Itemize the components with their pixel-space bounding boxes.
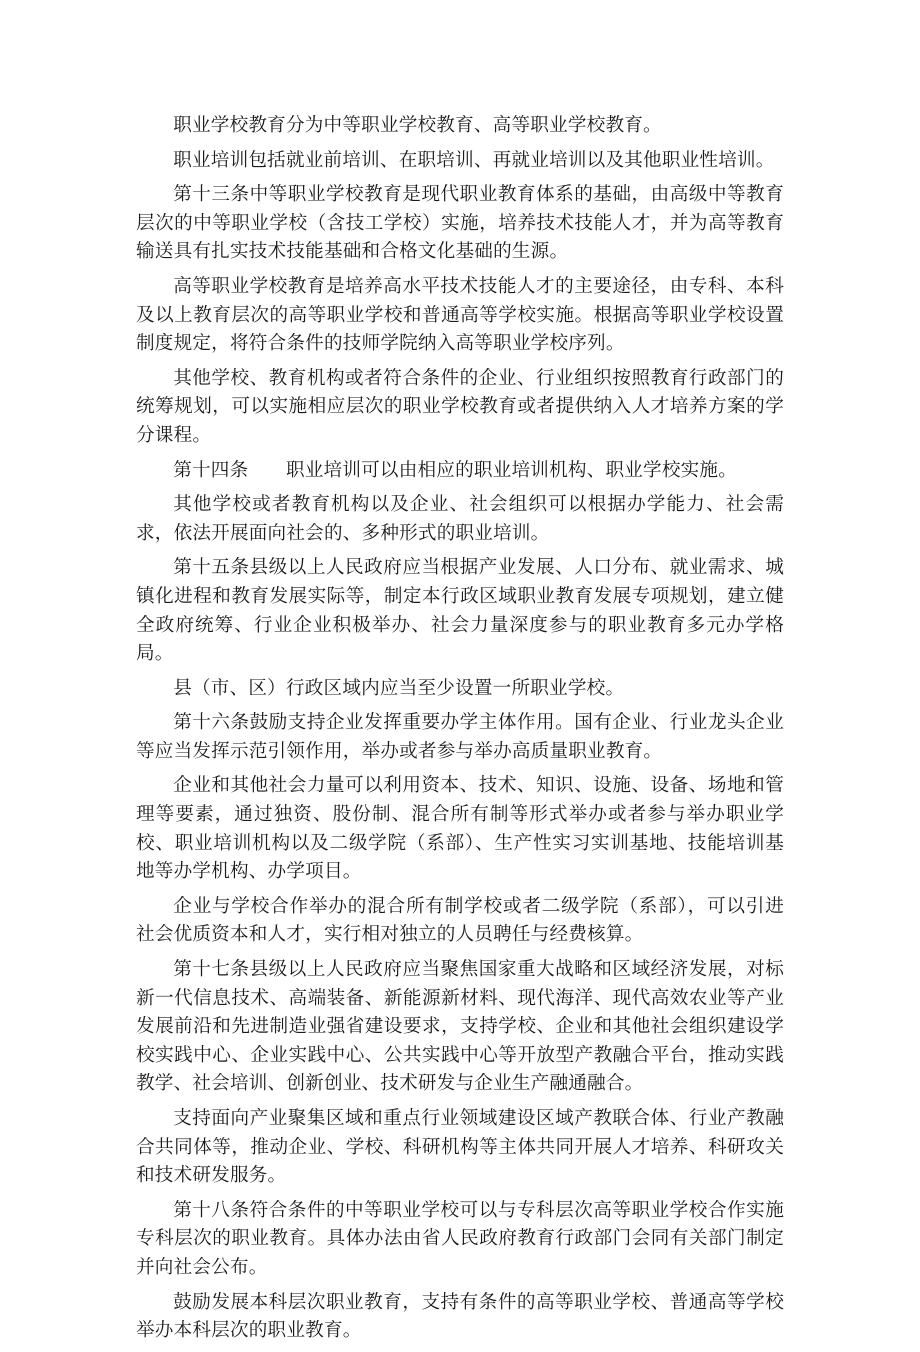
paragraph: 企业与学校合作举办的混合所有制学校或者二级学院（系部），可以引进社会优质资本和人才，实行相对独立的人员聘任与经费核算。	[136, 895, 784, 946]
paragraph: 职业培训包括就业前培训、在职培训、再就业培训以及其他职业性培训。	[173, 149, 775, 171]
document-body	[136, 112, 784, 1352]
paragraph: 其他学校、教育机构或者符合条件的企业、行业组织按照教育行政部门的统筹规划，可以实施相应层次的职业学校教育或者提供纳入人才培养方案的学分课程。	[136, 367, 784, 446]
paragraph: 企业和其他社会力量可以利用资本、技术、知识、设施、设备、场地和管理等要素，通过独资、股份制、混合所有制等形式举办或者参与举办职业学校、职业培训机构以及二级学院（系部）、生产性实习实训基地、技能培训基地等办学机构、办学项目。	[136, 775, 784, 883]
paragraph: 其他学校或者教育机构以及企业、社会组织可以根据办学能力、社会需求，依法开展面向社会的、多种形式的职业培训。	[136, 494, 784, 544]
article-13-paragraph: 第十三条中等职业学校教育是现代职业教育体系的基础，由高级中等教育层次的中等职业学校（含技工学校）实施，培养技术技能人才，并为高等教育输送具有扎实技术技能基础和合格文化基础的生源。	[136, 184, 784, 263]
article-18-paragraph: 第十八条符合条件的中等职业学校可以与专科层次高等职业学校合作实施专科层次的职业教育。具体办法由省人民政府教育行政部门会同有关部门制定并向社会公布。	[136, 1199, 784, 1278]
paragraph: 鼓励发展本科层次职业教育，支持有条件的高等职业学校、普通高等学校举办本科层次的职业教育。	[136, 1291, 784, 1342]
article-17-paragraph: 第十七条县级以上人民政府应当聚焦国家重大战略和区域经济发展，对标新一代信息技术、高端装备、新能源新材料、现代海洋、现代高效农业等产业发展前沿和先进制造业强省建设要求，支持学校、企业和其他社会组织建设学校实践中心、企业实践中心、公共实践中心等开放型产教融合平台，推动实践教学、社会培训、创新创业、技术研发与企业生产融通融合。	[136, 959, 784, 1095]
article-14-paragraph: 第十四条 职业培训可以由相应的职业培训机构、职业学校实施。	[173, 459, 738, 481]
paragraph: 支持面向产业聚集区域和重点行业领域建设区域产教联合体、行业产教融合共同体等，推动企业、学校、科研机构等主体共同开展人才培养、科研攻关和技术研发服务。	[136, 1108, 784, 1187]
article-15-paragraph: 第十五条县级以上人民政府应当根据产业发展、人口分布、就业需求、城镇化进程和教育发展实际等，制定本行政区域职业教育发展专项规划，建立健全政府统筹、行业企业积极举办、社会力量深度参与的职业教育多元办学格局。	[136, 557, 784, 665]
article-16-paragraph: 第十六条鼓励支持企业发挥重要办学主体作用。国有企业、行业龙头企业等应当发挥示范引领作用，举办或者参与举办高质量职业教育。	[136, 712, 784, 762]
paragraph: 职业学校教育分为中等职业学校教育、高等职业学校教育。	[173, 115, 662, 136]
paragraph: 高等职业学校教育是培养高水平技术技能人才的主要途径，由专科、本科及以上教育层次的高等职业学校和普通高等学校实施。根据高等职业学校设置制度规定，将符合条件的技师学院纳入高等职业学校序列。	[136, 275, 784, 355]
paragraph: 县（市、区）行政区域内应当至少设置一所职业学校。	[173, 677, 625, 699]
